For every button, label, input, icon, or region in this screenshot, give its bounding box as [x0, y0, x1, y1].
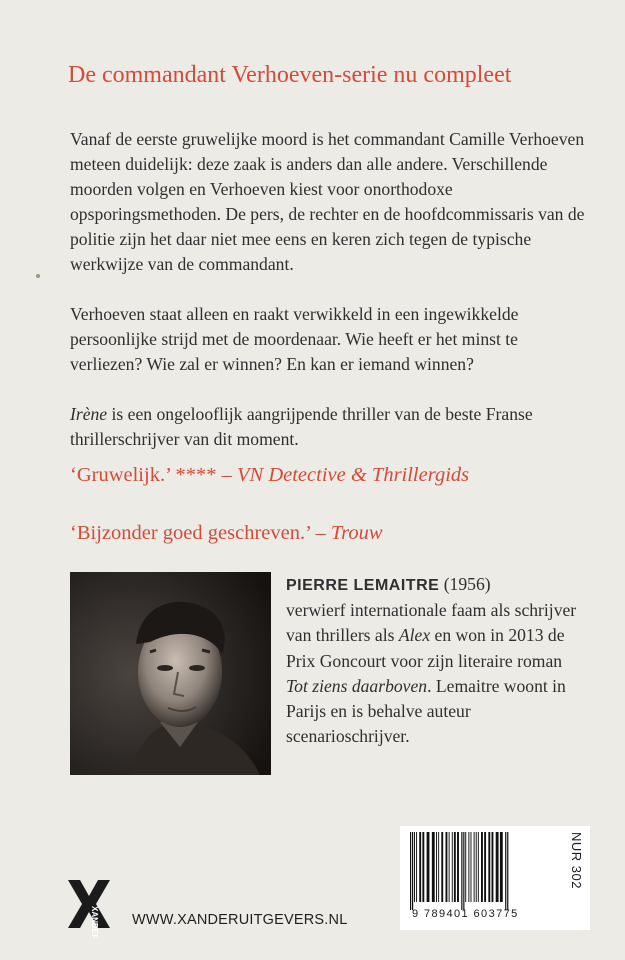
logo-wordmark: XANDER	[90, 906, 99, 938]
barcode-guard-bar	[505, 832, 506, 910]
barcode-bar	[419, 832, 421, 902]
speck-mark	[36, 274, 40, 278]
barcode-bar	[476, 832, 477, 902]
barcode-bar	[449, 832, 450, 902]
review-quote-1-source: VN Detective & Thrillergids	[237, 464, 470, 486]
publisher-website[interactable]: WWW.XANDERUITGEVERS.NL	[132, 912, 348, 928]
review-quote-1	[70, 464, 469, 487]
barcode-bar	[500, 832, 503, 902]
barcode-guard-bar	[463, 832, 464, 910]
barcode-guard-bar	[410, 832, 411, 910]
blurb-paragraph-2	[70, 302, 590, 377]
author-years: (1956)	[439, 574, 491, 594]
barcode-icon	[406, 832, 566, 910]
barcode-bar	[484, 832, 486, 902]
author-name: PIERRE LEMAITRE	[286, 577, 440, 594]
barcode-bar	[438, 832, 439, 902]
publisher-logo	[64, 878, 114, 938]
barcode-bar	[471, 832, 472, 902]
barcode-bar	[446, 832, 448, 902]
barcode-bar	[414, 832, 415, 902]
barcode-bar	[488, 832, 490, 902]
blurb-paragraph-3-rest: is een ongelooflijk aangrijpende thriller van de beste Franse thrillerschrijver van dit moment.	[70, 404, 533, 449]
barcode-bar	[454, 832, 456, 902]
barcode-bar	[436, 832, 437, 902]
barcode-bar	[416, 832, 417, 902]
blurb-paragraph-3-text	[70, 402, 590, 452]
nur-code: NUR 302	[569, 832, 584, 889]
review-quote-2-text: ‘Bijzonder goed geschreven.’ –	[70, 522, 331, 544]
barcode-bar	[452, 832, 453, 902]
barcode-bar	[474, 832, 475, 902]
blurb-paragraph-1	[70, 127, 590, 277]
author-book-1: Alex	[398, 625, 431, 646]
barcode-bar	[432, 832, 435, 902]
barcode-guard-bar	[507, 832, 508, 910]
headline: De commandant Verhoeven-serie nu compleet	[68, 62, 512, 88]
blurb-paragraph-2-text: Verhoeven staat alleen en raakt verwikkeld in een ingewikkelde persoonlijke strijd met de moordenaar. Wie heeft er het minst te verliezen? Wie zal er winnen? En kan er iemand winnen?	[70, 304, 519, 374]
barcode-bar	[441, 832, 443, 902]
author-portrait-illustration	[70, 572, 271, 775]
barcode-bar	[465, 832, 466, 902]
barcode-guard-bar	[461, 832, 462, 910]
blurb-paragraph-3	[70, 402, 590, 452]
xander-logo-icon	[64, 878, 114, 938]
author-bio-part-2: en won in 2013 de Prix Goncourt voor zijn literaire roman	[286, 625, 565, 671]
author-bio	[286, 572, 586, 749]
isbn-digits: 9 789401 603775	[412, 908, 519, 920]
book-title: Irène	[70, 404, 108, 424]
blurb-paragraph-1-text: Vanaf de eerste gruwelijke moord is het commandant Camille Verhoeven meteen duidelijk: deze zaak is anders dan alle andere. Verschillende moorden volgen en Verhoeven kiest voor onorthodoxe opsporingsmethoden. De pers, de rechter en de hoofdcommissaris van de politie zijn het daar niet mee eens en keren zich tegen de typische werkwijze van de commandant.	[70, 129, 585, 274]
author-bio-part-1: verwierf internationale faam als schrijver van thrillers als	[286, 600, 577, 646]
barcode-bar	[496, 832, 499, 902]
review-quote-2	[70, 522, 383, 545]
barcode-bar	[427, 832, 430, 902]
author-photo	[70, 572, 271, 775]
barcode-bar	[481, 832, 483, 902]
review-quote-2-source: Trouw	[330, 522, 383, 544]
barcode-bar	[492, 832, 494, 902]
review-quote-1-text: ‘Gruwelijk.’ **** –	[70, 464, 238, 486]
barcode-bar	[468, 832, 469, 902]
barcode-bar	[457, 832, 459, 902]
barcode-guard-bar	[412, 832, 413, 910]
barcode-bar	[422, 832, 424, 902]
barcode-bar	[478, 832, 479, 902]
author-bio-part-3: . Lemaitre woont in Parijs en is behalve auteur scenarioschrijver.	[286, 675, 566, 747]
author-book-2: Tot ziens daarboven	[286, 675, 428, 696]
